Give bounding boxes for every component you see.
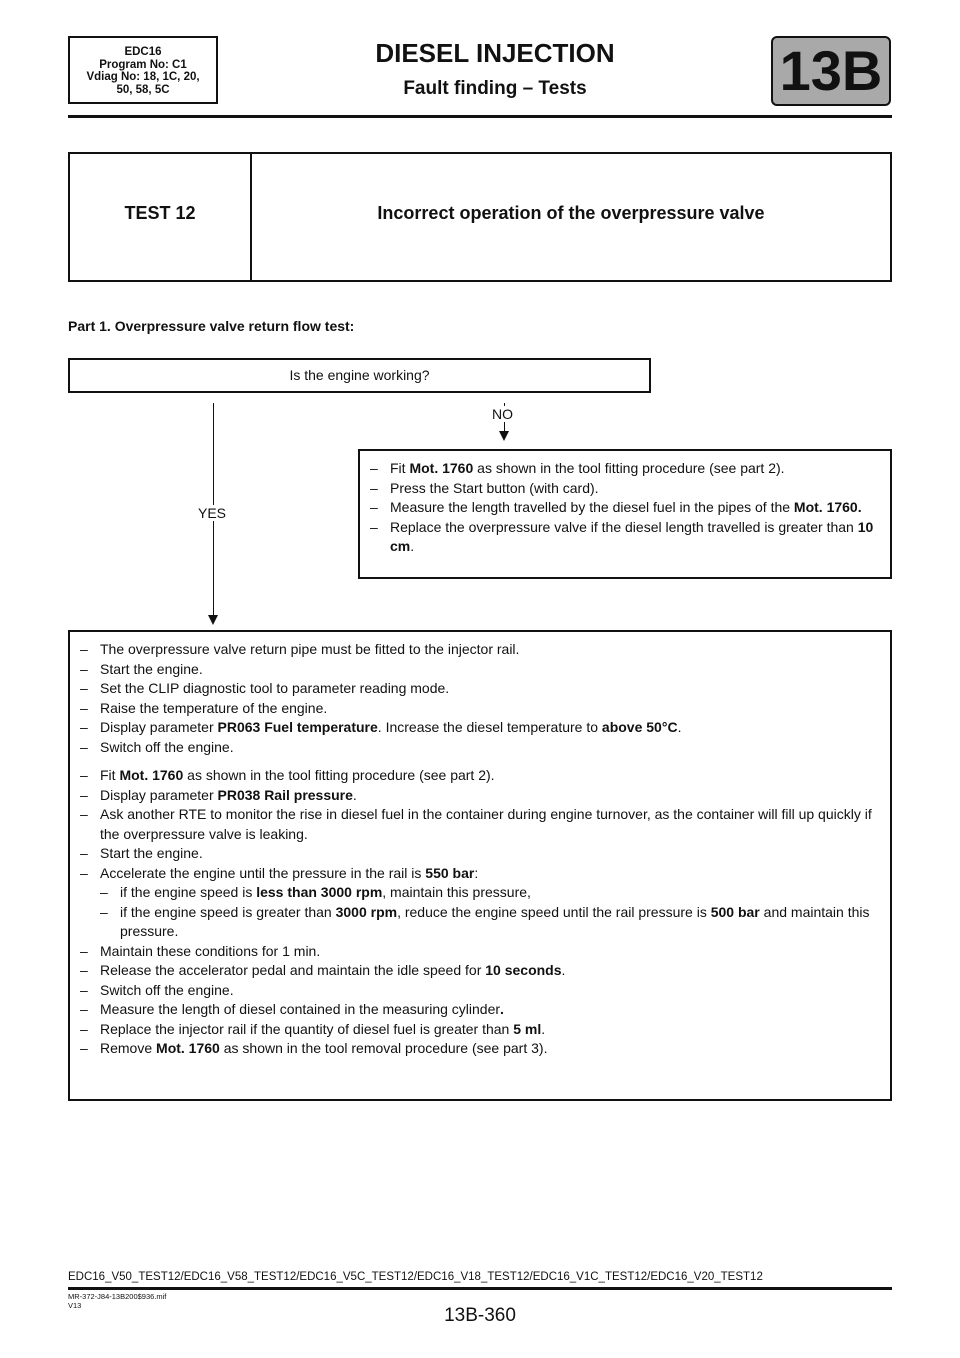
footer-ref-version: V13 — [68, 1301, 82, 1310]
dash-bullet: – — [80, 719, 88, 735]
dash-bullet: – — [80, 786, 88, 803]
header-divider — [68, 115, 892, 118]
text: as shown in the tool fitting procedure (see part 2). — [473, 460, 785, 476]
text: , maintain this pressure, — [382, 884, 531, 900]
dash-bullet: – — [80, 806, 88, 822]
dash-bullet: – — [80, 738, 88, 755]
text: Fit — [390, 460, 410, 476]
list-item — [370, 479, 880, 499]
text: Start the engine. — [100, 660, 203, 677]
bold-text: PR063 Fuel temperature — [217, 719, 378, 735]
list-item — [80, 699, 880, 719]
text: Accelerate the engine until the pressure in the rail is — [100, 864, 426, 881]
list-item — [80, 805, 880, 844]
bold-text: 5 ml — [513, 1020, 542, 1037]
dash-bullet: – — [80, 942, 88, 959]
text: : — [474, 864, 479, 881]
procedure-group-2 — [80, 766, 880, 1059]
bold-text: Mot. 1760 — [409, 460, 474, 476]
list-item — [370, 459, 880, 479]
text: Replace the injector rail if the quantity of diesel fuel is greater than — [100, 1020, 514, 1037]
list-item — [80, 660, 880, 680]
bold-text: 500 bar — [710, 903, 760, 920]
yes-label: YES — [198, 505, 227, 521]
list-item — [80, 786, 880, 806]
text: Switch off the engine. — [100, 981, 234, 998]
dash-bullet: – — [80, 680, 88, 696]
dash-bullet: – — [370, 499, 378, 515]
text: Raise the temperature of the engine. — [100, 699, 328, 716]
text: Display parameter — [100, 719, 218, 735]
module-info-box — [68, 36, 218, 104]
text: Release the accelerator pedal and maintain the idle speed for — [100, 962, 486, 978]
dash-bullet: – — [80, 981, 88, 998]
bold-text: 10 seconds — [485, 962, 562, 978]
text: as shown in the tool fitting procedure (see part 2). — [183, 767, 495, 783]
part-heading: Part 1. Overpressure valve return flow test: — [68, 318, 355, 334]
footer-reference — [68, 1292, 166, 1310]
bold-text: less than 3000 rpm — [256, 884, 383, 900]
dash-bullet: – — [80, 864, 88, 881]
text: Set the CLIP diagnostic tool to parameter reading mode. — [100, 680, 450, 696]
text: Measure the length travelled by the diesel fuel in the pipes of the — [390, 499, 794, 515]
procedure-group-1 — [80, 640, 880, 757]
list-item — [80, 718, 880, 738]
text: . — [541, 1020, 546, 1037]
list-item — [80, 766, 880, 786]
yes-branch-box — [68, 630, 892, 1101]
dash-bullet: – — [80, 1020, 88, 1037]
dash-bullet: – — [80, 962, 88, 978]
text: . — [410, 538, 415, 554]
text: . — [677, 719, 682, 735]
dash-bullet: – — [370, 460, 378, 476]
list-item — [80, 738, 880, 758]
list-item — [80, 1039, 880, 1059]
list-item — [80, 1020, 880, 1040]
text: and maintain this pressure. — [120, 903, 870, 939]
bold-text: 550 bar — [425, 864, 475, 881]
list-item — [80, 961, 880, 981]
bold-text: 10 cm — [390, 518, 874, 554]
bold-text: PR038 Rail pressure — [217, 786, 353, 803]
list-item — [370, 498, 880, 518]
text: Switch off the engine. — [100, 738, 234, 755]
module-line: Vdiag No: 18, 1C, 20, — [86, 71, 200, 83]
list-item — [80, 981, 880, 1001]
list-item — [80, 640, 880, 660]
list-item — [80, 864, 880, 884]
dash-bullet: – — [370, 518, 378, 535]
dash-bullet: – — [80, 641, 88, 657]
list-item — [80, 903, 880, 942]
text: . — [561, 962, 566, 978]
dash-bullet: – — [80, 699, 88, 716]
dash-bullet: – — [370, 479, 378, 496]
footer-test-codes: EDC16_V50_TEST12/EDC16_V58_TEST12/EDC16_V5C_TEST12/EDC16_V18_TEST12/EDC16_V1C_TEST12/EDC16_V20_TEST12 — [68, 1271, 763, 1283]
test-title: Incorrect operation of the overpressure valve — [377, 203, 765, 223]
footer-ref-file: MR-372-J84-13B200$936.mif — [68, 1292, 167, 1301]
text: . Increase the diesel temperature to — [377, 719, 602, 735]
dash-bullet: – — [100, 903, 108, 920]
text: The overpressure valve return pipe must be fitted to the injector rail. — [100, 641, 520, 657]
text: Start the engine. — [100, 845, 203, 861]
dash-bullet: – — [80, 1040, 88, 1056]
text: Remove — [100, 1040, 157, 1056]
list-item — [80, 844, 880, 864]
module-line: EDC16 — [124, 46, 162, 58]
bold-text: . — [500, 1001, 504, 1017]
dash-bullet: – — [80, 660, 88, 677]
bold-text: Mot. 1760. — [793, 499, 862, 515]
text: if the engine speed is — [120, 884, 257, 900]
footer-divider — [68, 1287, 892, 1290]
test-number: TEST 12 — [124, 203, 196, 223]
bold-text: 3000 rpm — [335, 903, 398, 920]
dash-bullet: – — [100, 884, 108, 900]
text: Display parameter — [100, 786, 218, 803]
no-arrow-icon — [499, 431, 509, 441]
text: if the engine speed is greater than — [120, 903, 336, 920]
dash-bullet: – — [80, 1001, 88, 1017]
no-label: NO — [492, 406, 513, 422]
page-subtitle: Fault finding – Tests — [403, 78, 587, 99]
bold-text: above 50°C — [601, 719, 678, 735]
text: Press the Start button (with card). — [390, 479, 599, 496]
list-item — [80, 942, 880, 962]
text: Ask another RTE to monitor the rise in diesel fuel in the container during engine turnover, as the container will fill up quickly if the overpressure valve is leaking. — [100, 806, 872, 842]
no-branch-box — [358, 449, 892, 579]
list-item — [370, 518, 880, 557]
page-title: DIESEL INJECTION — [375, 38, 615, 68]
list-item — [80, 1000, 880, 1020]
page-number: 13B-360 — [444, 1305, 516, 1326]
module-line: 50, 58, 5C — [116, 83, 170, 96]
text: Replace the overpressure valve if the diesel length travelled is greater than — [390, 518, 858, 535]
text: Measure the length of diesel contained in the measuring cylinder — [100, 1001, 501, 1017]
bold-text: Mot. 1760 — [156, 1040, 220, 1056]
question-box: Is the engine working? — [68, 358, 651, 393]
section-badge: 13B — [771, 36, 891, 106]
bold-text: Mot. 1760 — [119, 767, 184, 783]
text: , reduce the engine speed until the rail pressure is — [397, 903, 711, 920]
text: . — [352, 786, 357, 803]
text: Fit — [100, 767, 120, 783]
yes-arrow-icon — [208, 615, 218, 625]
dash-bullet: – — [80, 845, 88, 861]
dash-bullet: – — [80, 767, 88, 783]
module-line: Program No: C1 — [99, 58, 187, 71]
list-item — [80, 883, 880, 903]
list-item — [80, 679, 880, 699]
text: Maintain these conditions for 1 min. — [100, 942, 321, 959]
text: as shown in the tool removal procedure (see part 3). — [219, 1040, 548, 1056]
